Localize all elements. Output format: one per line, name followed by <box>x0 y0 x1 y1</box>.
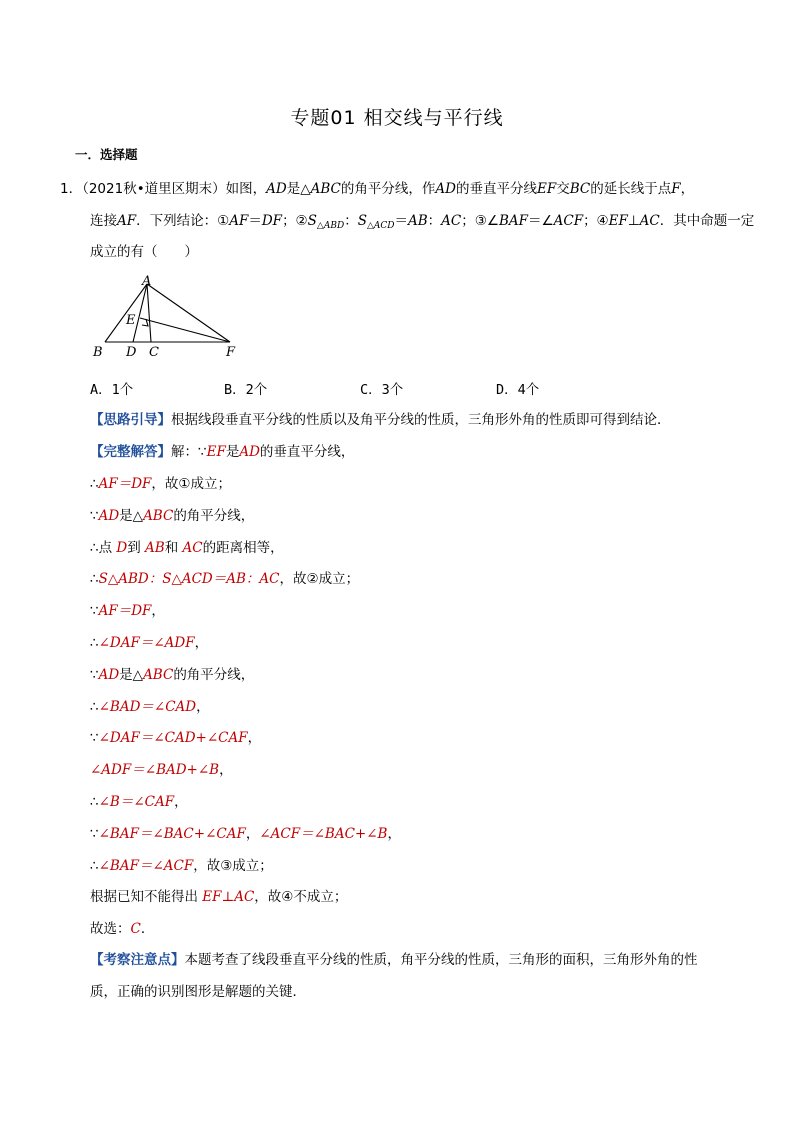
var: ABC <box>310 181 341 197</box>
answer-step <box>90 506 254 526</box>
text: 是 <box>225 444 240 460</box>
math-expr: AD <box>98 508 120 524</box>
text: ，故②成立； <box>279 571 360 587</box>
text: ；③∠ <box>461 213 499 229</box>
text: ∴点 <box>90 540 117 556</box>
text: ．下列结论：① <box>136 213 230 229</box>
section-heading: 一．选择题 <box>75 147 138 162</box>
answer-step <box>90 474 231 494</box>
math-expr: AF＝DF <box>98 476 152 492</box>
answer-step <box>90 919 154 939</box>
text: 的角平分线， <box>173 667 255 683</box>
var: AD <box>239 444 260 460</box>
label-E: E <box>126 313 136 328</box>
text: ， <box>151 603 165 619</box>
option-a[interactable]: A．1个 <box>90 382 134 398</box>
math-expr: S△ABD：S△ACD＝AB：AC <box>98 571 280 587</box>
text: ，故④不成立； <box>254 889 348 905</box>
question-number: 1． <box>60 181 83 197</box>
text: ＝ <box>394 213 408 229</box>
text: 和 <box>164 540 183 556</box>
answer-step <box>90 824 401 844</box>
text: ． <box>140 921 155 937</box>
math-expr: ABC <box>143 667 174 683</box>
math-expr: ∠BAF＝∠ACF <box>98 858 194 874</box>
answer-step <box>90 760 233 780</box>
text: 故选： <box>90 921 131 937</box>
label-C: C <box>149 345 159 360</box>
note-text: 本题考查了线段垂直平分线的性质，角平分线的性质，三角形的面积，三角形外角的性 <box>184 952 698 968</box>
var: AD <box>435 181 456 197</box>
label-F: F <box>226 345 236 360</box>
label-A: A <box>142 274 152 289</box>
question-source: （2021秋•道里区期末） <box>82 181 226 197</box>
text: ；④ <box>583 213 609 229</box>
note-line-1 <box>90 950 698 970</box>
text: 的垂直平分线， <box>259 444 355 460</box>
answer-step <box>90 856 273 876</box>
answer-step <box>90 728 261 748</box>
option-b[interactable]: B．2个 <box>224 382 268 398</box>
math-expr: ∠ADF＝∠BAD+∠B <box>90 762 220 778</box>
text: ；② <box>282 213 308 229</box>
var: BC <box>569 181 591 197</box>
text: ， <box>247 730 262 746</box>
text: ，故③成立； <box>193 858 273 874</box>
text: ， <box>194 635 209 651</box>
text: ， <box>245 826 260 842</box>
text: ： <box>427 213 442 229</box>
text: 的角平分线，作 <box>340 181 436 197</box>
answer-step <box>90 569 359 589</box>
var: AF <box>117 213 137 229</box>
math-expr: ∠ACF＝∠BAC+∠B <box>259 826 388 842</box>
math-expr: AD <box>98 667 120 683</box>
answer-step <box>90 792 188 812</box>
text: ∵ <box>90 603 99 619</box>
answer-step <box>90 538 284 558</box>
text: ∵ <box>90 730 99 746</box>
text: ∴ <box>90 794 99 810</box>
math-expr: C <box>130 921 141 937</box>
math-expr: AF＝DF <box>98 603 152 619</box>
math-expr: ABC <box>143 508 174 524</box>
segment-AC <box>147 284 151 342</box>
text: ，故①成立； <box>151 476 232 492</box>
answer-step <box>90 697 210 717</box>
answer-step <box>90 887 347 907</box>
question-line-3: 成立的有（ ） <box>90 244 198 260</box>
var: ACF <box>553 213 584 229</box>
math-expr: AB <box>145 540 165 556</box>
math-expr: ∠B＝∠CAF <box>98 794 175 810</box>
option-c[interactable]: C．3个 <box>360 382 404 398</box>
var: F <box>671 181 681 197</box>
text: ＝ <box>248 213 262 229</box>
answer-step <box>90 633 208 653</box>
var: AC <box>441 213 462 229</box>
triangle-figure <box>85 272 255 364</box>
segment-EF <box>140 318 230 342</box>
answer-step <box>90 601 165 621</box>
hint-line <box>90 410 671 430</box>
answer-tag: 【完整解答】 <box>90 444 171 460</box>
text: ， <box>387 826 401 842</box>
text: ＝∠ <box>528 213 554 229</box>
text: 连接 <box>90 213 117 229</box>
var: AB <box>407 213 428 229</box>
subscript: △ABD <box>316 221 345 231</box>
text: ∴ <box>90 571 99 587</box>
text: 解：∵ <box>171 444 207 460</box>
math-expr: D <box>116 540 128 556</box>
var: S <box>307 213 317 229</box>
note-tag: 【考察注意点】 <box>90 952 185 968</box>
segment-AF <box>147 284 230 342</box>
text: ∵ <box>90 508 99 524</box>
page-title: 专题01 相交线与平行线 <box>290 107 504 129</box>
var: EF <box>206 444 226 460</box>
text: 根据已知不能得出 <box>90 889 203 905</box>
text: ∴ <box>90 699 99 715</box>
text: ．其中命题一定 <box>659 213 755 229</box>
option-d[interactable]: D．4个 <box>496 382 540 398</box>
text: ， <box>680 181 695 197</box>
var: DF <box>261 213 283 229</box>
hint-text: 根据线段垂直平分线的性质以及角平分线的性质，三角形外角的性质即可得到结论． <box>171 412 671 428</box>
text: 的垂直平分线 <box>455 181 537 197</box>
question-line-2 <box>90 211 754 236</box>
label-B: B <box>93 345 103 360</box>
text: ， <box>219 762 233 778</box>
math-expr: ∠BAD＝∠CAD <box>98 699 197 715</box>
text: ∴ <box>90 635 99 651</box>
text: 是△ <box>119 508 144 524</box>
text: ， <box>196 699 210 715</box>
text: 是△ <box>119 667 144 683</box>
text: 的延长线于点 <box>590 181 672 197</box>
text: 的角平分线， <box>173 508 255 524</box>
var: EF <box>536 181 557 197</box>
var: EF <box>608 213 628 229</box>
math-expr: AC <box>182 540 203 556</box>
var: AC <box>639 213 660 229</box>
math-expr: ∠DAF＝∠ADF <box>98 635 195 651</box>
math-expr: ∠DAF＝∠CAD+∠CAF <box>98 730 248 746</box>
text: 交 <box>556 181 570 197</box>
text: ∴ <box>90 858 99 874</box>
label-D: D <box>126 345 137 360</box>
answer-step <box>90 665 254 685</box>
answer-intro <box>90 442 354 462</box>
note-line-2: 质，正确的识别图形是解题的关键． <box>90 984 306 1000</box>
text: ， <box>174 794 188 810</box>
hint-tag: 【思路引导】 <box>90 412 171 428</box>
text: ⊥ <box>627 213 640 229</box>
text: ∵ <box>90 826 99 842</box>
text: ∵ <box>90 667 99 683</box>
math-expr: EF⊥AC <box>202 889 255 905</box>
text: 如图， <box>225 181 267 197</box>
question-line-1 <box>60 179 694 199</box>
subscript: △ACD <box>366 221 395 231</box>
text: 的距离相等， <box>202 540 284 556</box>
var: AF <box>229 213 249 229</box>
text: 是△ <box>286 181 311 197</box>
text: ∴ <box>90 476 99 492</box>
text: 到 <box>127 540 146 556</box>
var: S <box>357 213 367 229</box>
text: ： <box>344 213 358 229</box>
var: BAF <box>498 213 528 229</box>
var: AD <box>266 181 287 197</box>
math-expr: ∠BAF＝∠BAC+∠CAF <box>98 826 246 842</box>
